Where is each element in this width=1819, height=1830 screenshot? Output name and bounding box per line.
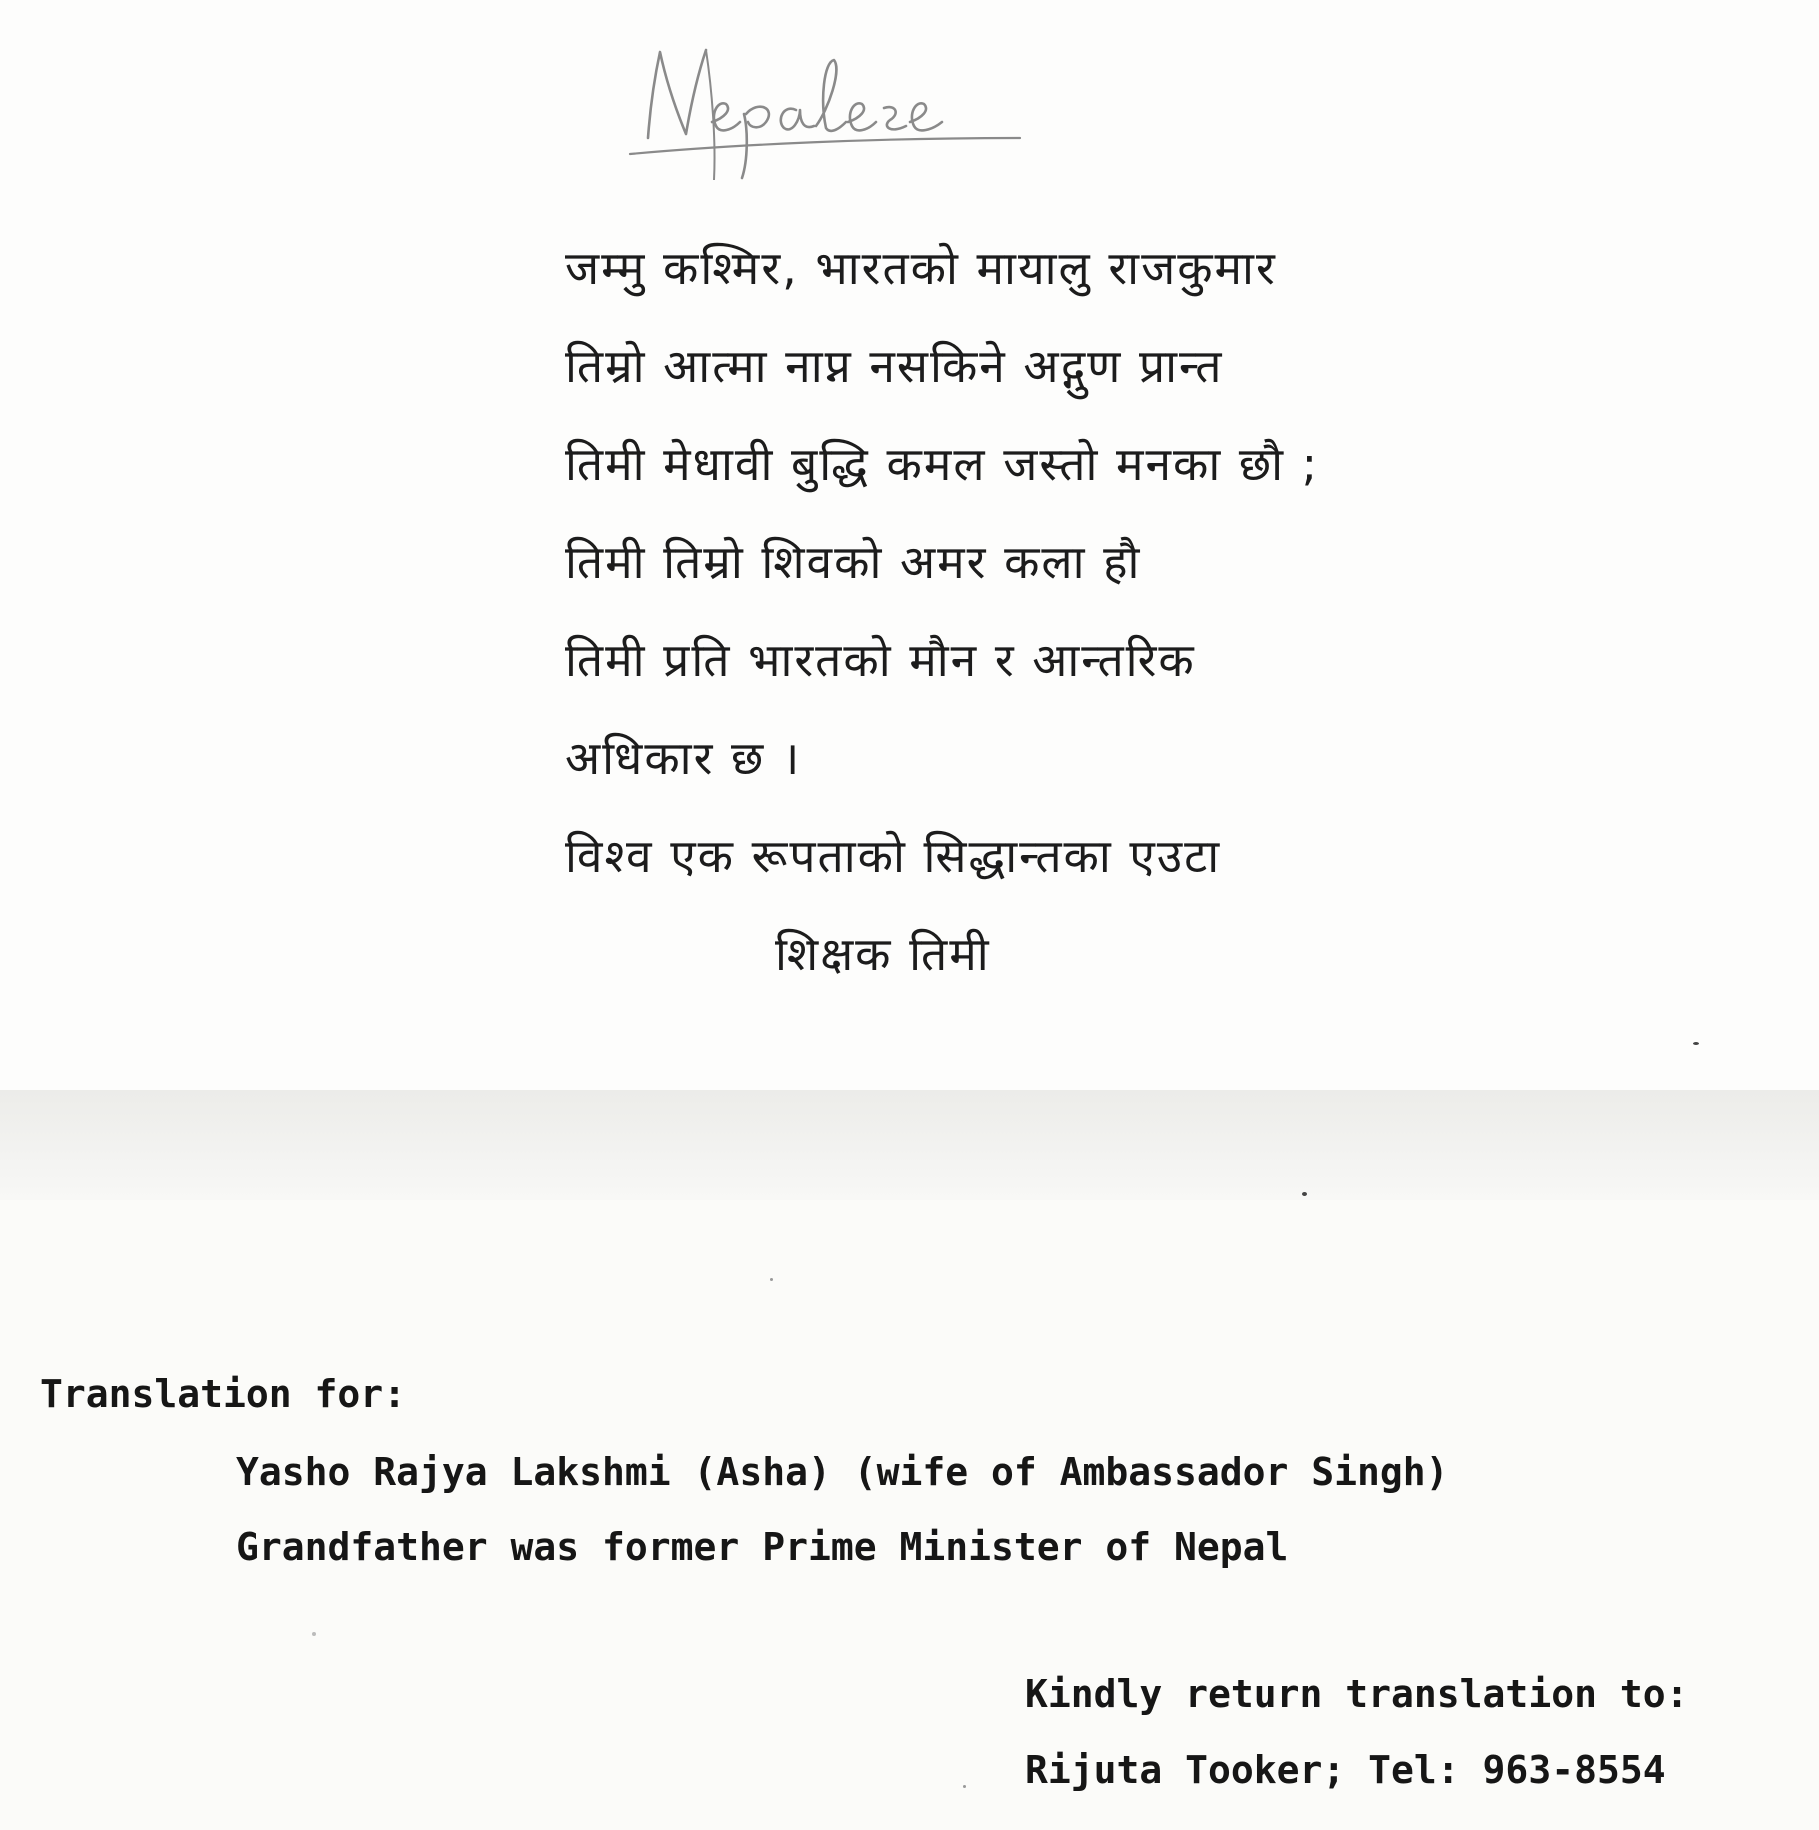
poem-line: तिम्रो आत्मा नाप्न नसकिने अद्गुण प्रान्त <box>565 339 1224 393</box>
scan-speck <box>963 1785 966 1788</box>
scan-speck <box>1693 1042 1699 1045</box>
poem-line: शिक्षक तिमी <box>775 927 991 981</box>
recipient-line: Yasho Rajya Lakshmi (Asha) (wife of Ambassador Singh) <box>236 1450 1449 1494</box>
poem-block <box>565 238 1565 1022</box>
sheet-seam <box>0 1090 1819 1200</box>
recipient-note-line: Grandfather was former Prime Minister of Nepal <box>236 1525 1289 1569</box>
poem-line: जम्मु कश्मिर, भारतको मायालु राजकुमार <box>565 241 1277 295</box>
return-instruction: Kindly return translation to: <box>1025 1672 1689 1716</box>
handwritten-title-drawing <box>620 30 1040 180</box>
poem-line: तिमी प्रति भारतको मौन र आन्तरिक <box>565 633 1196 687</box>
poem-line: तिमी तिम्रो शिवको अमर कला हौ <box>565 535 1142 589</box>
return-contact: Rijuta Tooker; Tel: 963-8554 <box>1025 1748 1666 1792</box>
scan-speck <box>312 1632 316 1636</box>
translation-label: Translation for: <box>40 1372 407 1416</box>
handwritten-title <box>620 30 1040 180</box>
scan-speck <box>1302 1192 1307 1196</box>
poem-line: अधिकार छ । <box>565 731 802 785</box>
poem-line: तिमी मेधावी बुद्धि कमल जस्तो मनका छौ ; <box>565 437 1320 491</box>
scan-speck <box>770 1278 773 1281</box>
poem-line: विश्व एक रूपताको सिद्धान्तका एउटा <box>565 829 1222 883</box>
